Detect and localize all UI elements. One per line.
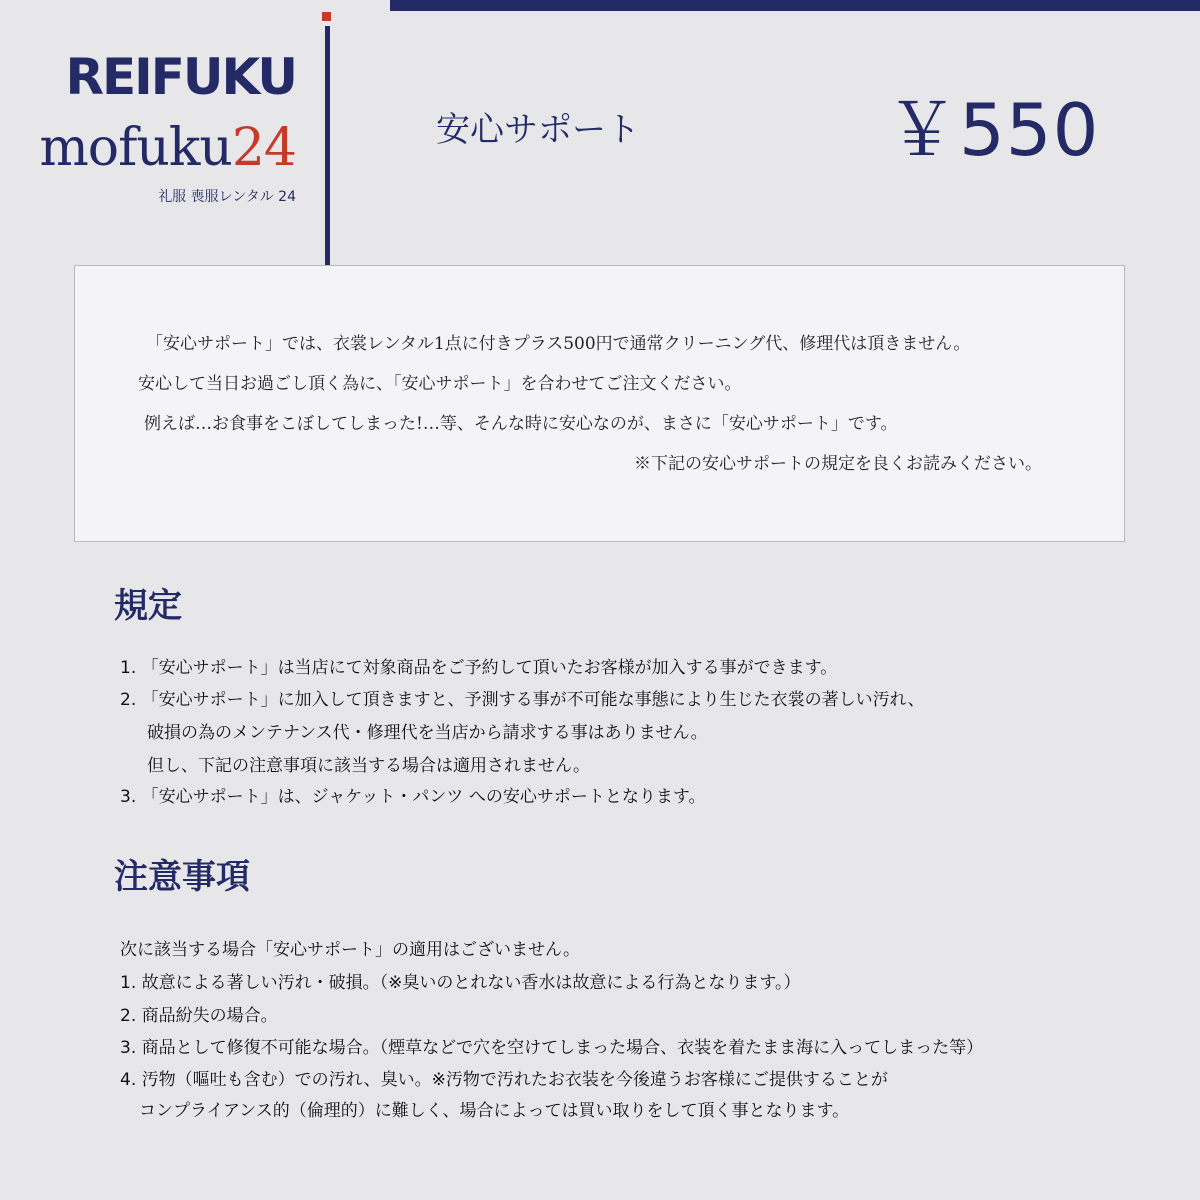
intro-note: ※下記の安心サポートの規定を良くお読みください。 [634, 454, 1042, 474]
note-item-4-cont: コンプライアンス的（倫理的）に難しく、場合によっては買い取りをして頂く事となります。 [139, 1101, 850, 1121]
rules-title: 規定 [114, 586, 182, 626]
notes-title: 注意事項 [114, 857, 250, 897]
logo-mofuku-name: mofuku [39, 118, 232, 178]
rule-item-1: 1. 「安心サポート」は当店にて対象商品をご予約して頂いたお客様が加入する事ができます。 [120, 658, 838, 678]
intro-line-1: 「安心サポート」では、衣裳レンタル1点に付きプラス500円で通常クリーニング代、修理代は頂きません。 [146, 334, 971, 354]
logo-red-accent [322, 12, 331, 21]
logo-mofuku [39, 118, 296, 178]
note-item-1: 1. 故意による著しい汚れ・破損。（※臭いのとれない香水は故意による行為となります。） [120, 973, 801, 993]
rule-item-2-note: 但し、下記の注意事項に該当する場合は適用されません。 [147, 756, 591, 776]
notes-intro: 次に該当する場合「安心サポート」の適用はございません。 [120, 940, 581, 960]
logo-reifuku: REIFUKU [65, 48, 296, 106]
product-name: 安心サポート [436, 110, 640, 150]
note-item-3: 3. 商品として修復不可能な場合。（煙草などで穴を空けてしまった場合、衣装を着たまま海に入ってしまった等） [120, 1038, 984, 1058]
header-divider [325, 26, 330, 266]
intro-line-3: 例えば…お食事をこぼしてしまった!…等、そんな時に安心なのが、まさに「安心サポート」です。 [144, 414, 898, 434]
top-accent-bar [390, 0, 1200, 11]
note-item-4: 4. 汚物（嘔吐も含む）での汚れ、臭い。※汚物で汚れたお衣装を今後違うお客様にご提供することが [120, 1070, 888, 1090]
note-item-2: 2. 商品紛失の場合。 [120, 1006, 278, 1026]
intro-line-2: 安心して当日お過ごし頂く為に、「安心サポート」を合わせてご注文ください。 [138, 374, 742, 394]
logo-subtitle: 礼服 喪服レンタル 24 [158, 189, 296, 205]
logo-mofuku-number: 24 [231, 118, 296, 178]
rule-item-3: 3. 「安心サポート」は、ジャケット・パンツ への安心サポートとなります。 [120, 787, 706, 807]
product-price: ￥550 [886, 88, 1100, 172]
rule-item-2: 2. 「安心サポート」に加入して頂きますと、予測する事が不可能な事態により生じた衣裳の著しい汚れ、 [120, 690, 925, 710]
intro-box [74, 265, 1125, 542]
rule-item-2-cont: 破損の為のメンテナンス代・修理代を当店から請求する事はありません。 [147, 723, 708, 743]
